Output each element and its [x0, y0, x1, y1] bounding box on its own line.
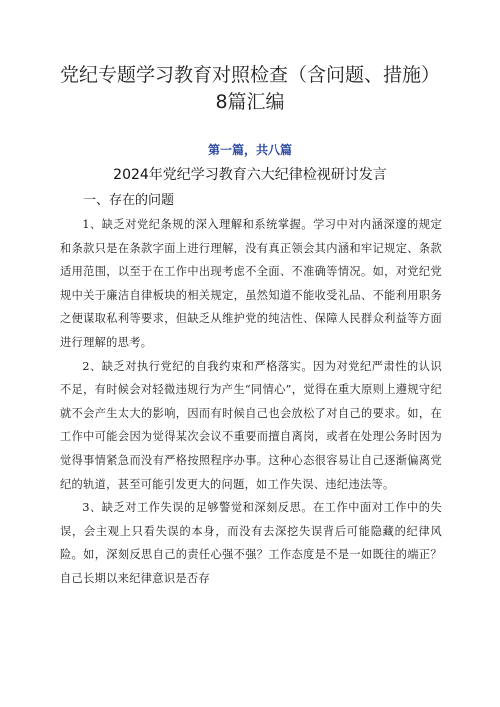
paragraph: 3、缺乏对工作失误的足够警觉和深刻反思。在工作中面对工作中的失误，会主观上只看失误的本身，而没有去深挖失误背后可能隐藏的纪律风险。如，深刻反思自己的责任心强不强？工作态度是不是一如既往的端正？自己长期以来纪律意识是否存	[60, 501, 442, 585]
speech-title: 2024年党纪学习教育六大纪律检视研讨发言	[113, 167, 387, 183]
document-title: 党纪专题学习教育对照检查（含问题、措施）8篇汇编	[60, 64, 441, 113]
section-heading: 一、存在的问题	[83, 193, 175, 208]
paragraph: 1、缺乏对党纪条规的深入理解和系统掌握。学习中对内涵深邃的规定和条款只是在条款字面上进行理解，没有真正领会其内涵和牢记规定、条款适用范围，以至于在工作中出现考虑不全面、不准确等情况。如，对党纪党规中关于廉洁自律板块的相关规定，虽然知道不能收受礼品、不能利用职务之便谋取私利等要求，但缺乏从维护党的纯洁性、保障人民群众利益等方面进行理解的思考。	[60, 218, 442, 349]
part-label: 第一篇，共八篇	[207, 143, 292, 157]
body-text	[60, 213, 442, 591]
paragraph: 2、缺乏对执行党纪的自我约束和严格落实。因为对党纪严肃性的认识不足，有时候会对轻微违规行为产生“同情心”，觉得在重大原则上遵规守纪就不会产生太大的影响，因而有时候自己也会放松了对自己的要求。如，在工作中可能会因为觉得某次会议不重要而擅自离岗，或者在处理公务时因为觉得事情紧急而没有严格按照程序办事。这种心态很容易让自己逐渐偏离党纪的轨道，甚至可能引发更大的问题，如工作失误、违纪违法等。	[60, 359, 442, 491]
